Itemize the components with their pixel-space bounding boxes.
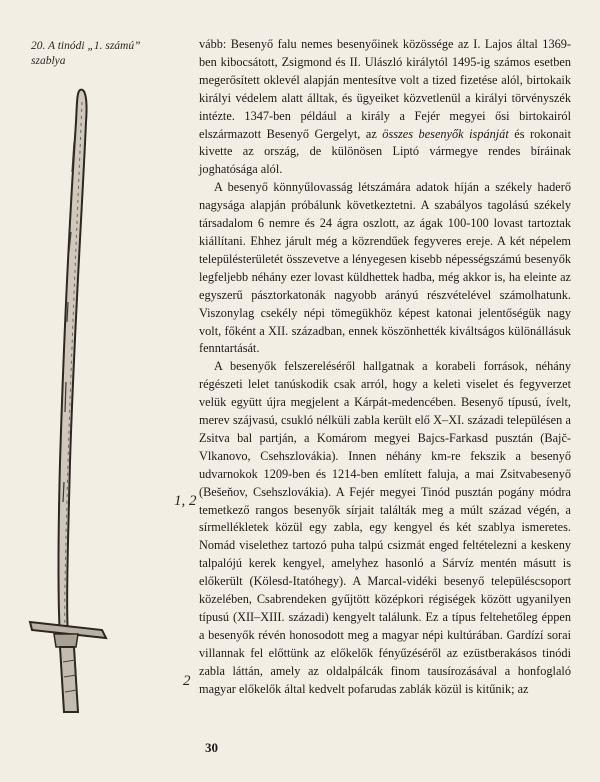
caption-line-2: szablya: [31, 55, 66, 67]
italic-phrase: összes besenyők ispánját: [382, 126, 509, 141]
main-text: [199, 36, 571, 699]
paragraph-1: vább: Besenyő falu nemes besenyőinek közössége az I. Lajos által 1369-ben kibocsátott, Zsigmond és II. Ulászló királytól 1495-ig számos esetben megerősített oklevél alapján mentesítve volt a tized fizetése alól, birtokaik királyi védelem alatt álltak, és ügyeiket közvetlenül a királyi törvényszék intézte. 1347-ben például a király a Fejér megyei ősi birtokairól elszármazott Besenyő Gergelyt, az összes besenyők ispánját és rokonait kivette az ország, de különösen Liptó vármegye rendes bíráinak joghatósága alól.: [199, 37, 571, 177]
margin-note-figure: 2: [183, 673, 191, 689]
paragraph-3: A besenyők felszereléséről hallgatnak a korabeli források, néhány régészeti lelet tanúskodik csak arról, hogy a keleti viselet és fegyverzet velük együtt újra megjelent a Kárpát-medencében. Besenyő típusú, ívelt, merev szájvasú, csukló nélküli zabla került elő X–XI. századi településen a Zsitva bal partján, a Komárom megyei Bajcs-Farkasd pusztán (Bajč-Vlkanovo, Csehszlovákia). Innen néhány km-re fekszik a besenyő udvarnokok 1209-ben és 1214-ben említett faluja, a mai Zsitvabesenyő (Bešeňov, Csehszlovákia). A Fejér megyei Tinód pusztán pogány módra temetkező rangos besenyők sírjait találták meg a múlt század végén, a sírmellékletek közül egy zabla, egy kengyel és két szablya ismeretes. Nomád viselethez tartozó puha talpú csizmát enged feltételezni a keskeny talpalójú kerek kengyel, amelyhez hasonló a Sárvíz mentén másutt is előkerült (Kölesd-Itatóhegy). A Marcal-vidéki besenyő településcsoport közelében, Csabrendeken gyűjtött középkori régiségek között ugyanilyen típusú (XII–XIII. századi) kengyelt találunk. Ez a típus feltehetőleg éppen a besenyők révén honosodott meg a magyar népi kultúrában. Gardízí sorai villannak fel előttünk az előkelők fényűzéséről az ezüstberakásos tinódi zabla láttán, amely az oldalpálcák finom tausírozásával a honfoglaló magyar előkelők által kedvelt pofarudas zablák közül is kitűnik; az: [199, 359, 571, 696]
margin-note-figures: 1, 2: [174, 493, 197, 509]
sabre-illustration: [22, 82, 132, 722]
page-number: 30: [205, 740, 218, 755]
figure-caption: [31, 39, 191, 69]
caption-line-1: 20. A tinódi „1. számú”: [31, 40, 141, 52]
paragraph-2: A besenyő könnyűlovasság létszámára adatok híján a székely haderő nagysága alapján próbálunk következtetni. A szabályos tagolású székely társadalom 6 nemre és 24 ágra oszlott, az ágak 100-100 lovast tartoztak kiállítani. Ehhez járult még a közrendűek fegyveres ereje. A két népelem településterületét összevetve a lényegesen kisebb népességszámú besenyők legfeljebb néhány ezer lovast küldhettek hadba, még akkor is, ha eleinte az egyszerű pásztorkatonák nagyobb arányú részvételével számolhatunk. Viszonylag csekély népi tömegükhöz képest katonai jelentőségük nagy volt, főként a XII. században, ennek köszönhették kiváltságos különállásuk fenntartását.: [199, 180, 571, 356]
